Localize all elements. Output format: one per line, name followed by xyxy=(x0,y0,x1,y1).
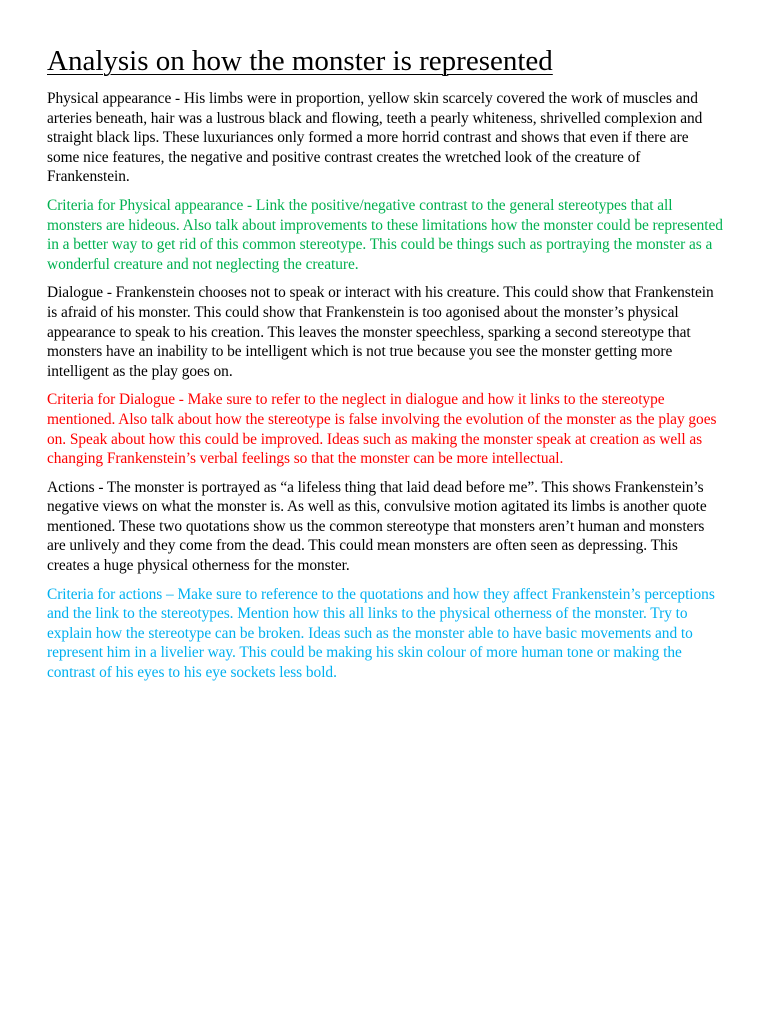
paragraph-dialogue: Dialogue - Frankenstein chooses not to speak or interact with his creature. This could show that Frankenstein is afraid of his monster. This could show that Frankenstein is too agonised about the monster’s physical appearance to speak to his creation. This leaves the monster speechless, sparking a second stereotype that monsters have an inability to be intelligent which is not true because you see the monster getting more intelligent as the play goes on. xyxy=(47,284,714,380)
document-title: Analysis on how the monster is represented xyxy=(47,45,553,77)
document-page xyxy=(47,44,723,692)
paragraph-actions: Actions - The monster is portrayed as “a lifeless thing that laid dead before me”. This shows Frankenstein’s negative views on what the monster is. As well as this, convulsive motion agitated its limbs is another quote mentioned. These two quotations show us the common stereotype that monsters aren’t human and monsters are unlively and they come from the dead. This could mean monsters are often seen as depressing. This creates a huge physical otherness for the monster. xyxy=(47,478,707,575)
paragraph-criteria-dialogue: Criteria for Dialogue - Make sure to refer to the neglect in dialogue and how it links to the stereotype mentioned. Also talk about how the stereotype is false involving the evolution of the monster as the play goes on. Speak about how this could be improved. Ideas such as making the monster speak at creation as well as changing Frankenstein’s verbal feelings so that the monster can be more intellectual. xyxy=(47,391,717,468)
paragraph-criteria-actions: Criteria for actions – Make sure to reference to the quotations and how they affect Frankenstein’s perceptions and the link to the stereotypes. Mention how this all links to the physical otherness of the monster. Try to explain how the stereotype can be broken. Ideas such as the monster able to have basic movements and to represent him in a livelier way. This could be making his skin colour of more human tone or making the contrast of his eyes to his eye sockets less bold. xyxy=(47,585,715,682)
paragraph-physical-appearance: Physical appearance - His limbs were in proportion, yellow skin scarcely covered the work of muscles and arteries beneath, hair was a lustrous black and flowing, teeth a pearly whiteness, shrivelled complexion and straight black lips. These luxuriances only formed a more horrid contrast and shows that even if there are some nice features, the negative and positive contrast creates the wretched look of the creature of Frankenstein. xyxy=(47,90,703,186)
paragraph-criteria-physical-appearance: Criteria for Physical appearance - Link the positive/negative contrast to the general stereotypes that all monsters are hideous. Also talk about improvements to these limitations how the monster could be represented in a better way to get rid of this common stereotype. This could be things such as portraying the monster as a wonderful creature and not neglecting the creature. xyxy=(47,196,723,273)
